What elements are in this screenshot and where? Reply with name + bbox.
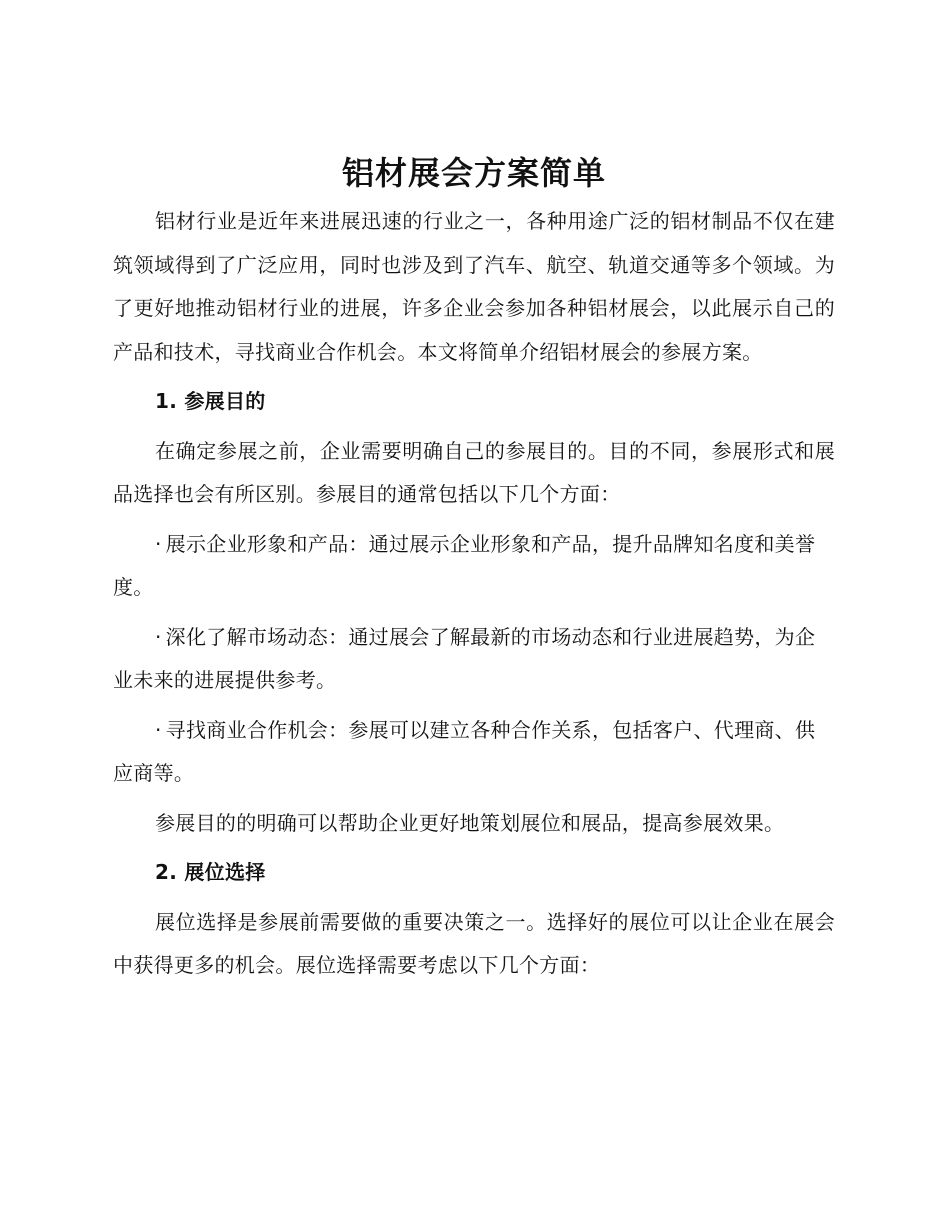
bullet-text: 深化了解市场动态：通过展会了解最新的市场动态和行业进展趋势，为企业未来的进展提供参考。 xyxy=(113,624,816,692)
bullet-mark: · xyxy=(155,717,162,742)
bullet-item xyxy=(113,709,835,796)
bullet-item xyxy=(113,616,835,703)
section-heading-booth: 2. 展位选择 xyxy=(155,860,266,884)
bullet-item xyxy=(113,523,835,610)
section-heading-purpose: 1. 参展目的 xyxy=(155,389,266,413)
bullet-mark: · xyxy=(155,624,162,649)
document-page xyxy=(113,150,835,994)
document-title: 铝材展会方案简单 xyxy=(341,154,606,192)
purpose-paragraph: 在确定参展之前，企业需要明确自己的参展目的。目的不同，参展形式和展品选择也会有所区别。参展目的通常包括以下几个方面： xyxy=(113,438,835,506)
bullet-text: 寻找商业合作机会：参展可以建立各种合作关系，包括客户、代理商、供应商等。 xyxy=(113,717,816,785)
intro-paragraph: 铝材行业是近年来进展迅速的行业之一，各种用途广泛的铝材制品不仅在建筑领域得到了广泛应用，同时也涉及到了汽车、航空、轨道交通等多个领域。为了更好地推动铝材行业的进展，许多企业会参加各种铝材展会，以此展示自己的产品和技术，寻找商业合作机会。本文将简单介绍铝材展会的参展方案。 xyxy=(113,209,835,364)
purpose-closing-paragraph: 参展目的的明确可以帮助企业更好地策划展位和展品，提高参展效果。 xyxy=(155,810,785,835)
booth-paragraph: 展位选择是参展前需要做的重要决策之一。选择好的展位可以让企业在展会中获得更多的机会。展位选择需要考虑以下几个方面： xyxy=(113,909,835,977)
bullet-text: 展示企业形象和产品：通过展示企业形象和产品，提升品牌知名度和美誉度。 xyxy=(113,531,816,599)
bullet-mark: · xyxy=(155,531,162,556)
